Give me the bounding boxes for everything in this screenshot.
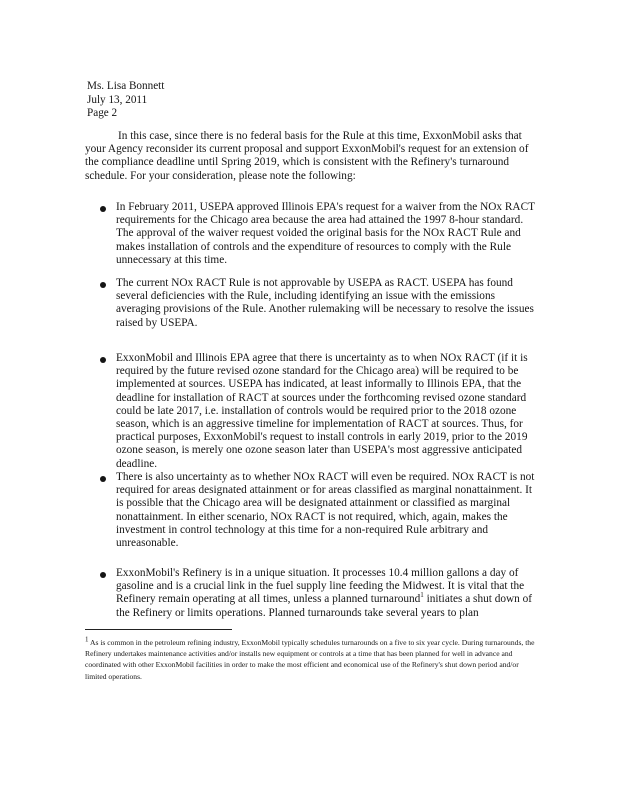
bullet-item-requirement-uncertainty: There is also uncertainty as to whether NOx RACT will even be required. NOx RACT is not required for areas designated attainment or for areas classified as marginal nonattainment. It is possible that the Chicago area will be designated attainment or classified as marginal nonattainment. In either scenario, NOx RACT is not required, which, again, makes the investment in control technology at this time for a non-required Rule arbitrary and unreasonable. (116, 471, 535, 550)
bullet-item-timing-uncertainty: ExxonMobil and Illinois EPA agree that there is uncertainty as to when NOx RACT (if it is required by the future revised ozone standard for the Chicago area) will be required to be implemented at sources. USEPA has indicated, at least informally to Illinois EPA, that the deadline for installation of RACT at sources under the forthcoming revised ozone standard could be late 2017, i.e. installation of controls would be required prior to the 2018 ozone season, which is an aggressive timeline for implementation of RACT at sources. Thus, for practical purposes, ExxonMobil's request to install controls in early 2019, prior to the 2019 ozone season, is merely one ozone season later than USEPA's most aggressive anticipated deadline. (116, 352, 528, 470)
footnote-mark: 1 (85, 635, 89, 644)
bullet5-text-after: initiates a shut down of the Refinery or limits operations. Planned turnarounds take several years to plan (116, 593, 533, 619)
intro-paragraph: In this case, since there is no federal basis for the Rule at this time, ExxonMobil asks that your Agency reconsider its current proposal and support ExxonMobil's request for an extension of the compliance deadline until Spring 2019, which is consistent with the Refinery's turnaround schedule. For your consideration, please note the following: (85, 130, 529, 182)
bullet-dot-icon (100, 206, 106, 212)
date-line: July 13, 2011 (87, 93, 148, 106)
bullet-dot-icon (100, 476, 106, 482)
footnote-text: As is common in the petroleum refining industry, ExxonMobil typically schedules turnarounds on a five to six year cycle. During turnarounds, the Refinery undertakes maintenance activities and/or installs new equipment or controls at a time that has been planned for well in advance and coordinated with other ExxonMobil facilities in order to make the most efficient and economical use of the Refinery's shut down period and/or limited operations. (85, 638, 535, 681)
footnote-reference: 1 (420, 591, 424, 600)
bullet-dot-icon (100, 572, 106, 578)
footnote (85, 637, 535, 682)
bullet5-text-before: ExxonMobil's Refinery is in a unique situation. It processes 10.4 million gallons a day of gasoline and is a crucial link in the fuel supply line feeding the Midwest. It is vital that the Refinery remain operating at all times, unless a planned turnaround (116, 567, 525, 606)
bullet-item-waiver: In February 2011, USEPA approved Illinois EPA's request for a waiver from the NOx RACT requirements for the Chicago area because the area had attained the 1997 8-hour standard. The approval of the waiver request voided the original basis for the NOx RACT Rule and makes installation of controls and the expenditure of resources to comply with the Rule unnecessary at this time. (116, 201, 535, 266)
bullet-item-refinery-situation (116, 567, 542, 620)
recipient-line: Ms. Lisa Bonnett (87, 80, 165, 92)
bullet-dot-icon (100, 357, 106, 363)
bullet-item-not-approvable: The current NOx RACT Rule is not approvable by USEPA as RACT. USEPA has found several deficiencies with the Rule, including identifying an issue with the emissions averaging provisions of the Rule. Another rulemaking will be necessary to resolve the issues raised by USEPA. (116, 277, 534, 329)
letter-header (87, 80, 164, 121)
footnote-divider (85, 629, 232, 630)
bullet-dot-icon (100, 282, 106, 288)
page-number: Page 2 (87, 107, 118, 120)
